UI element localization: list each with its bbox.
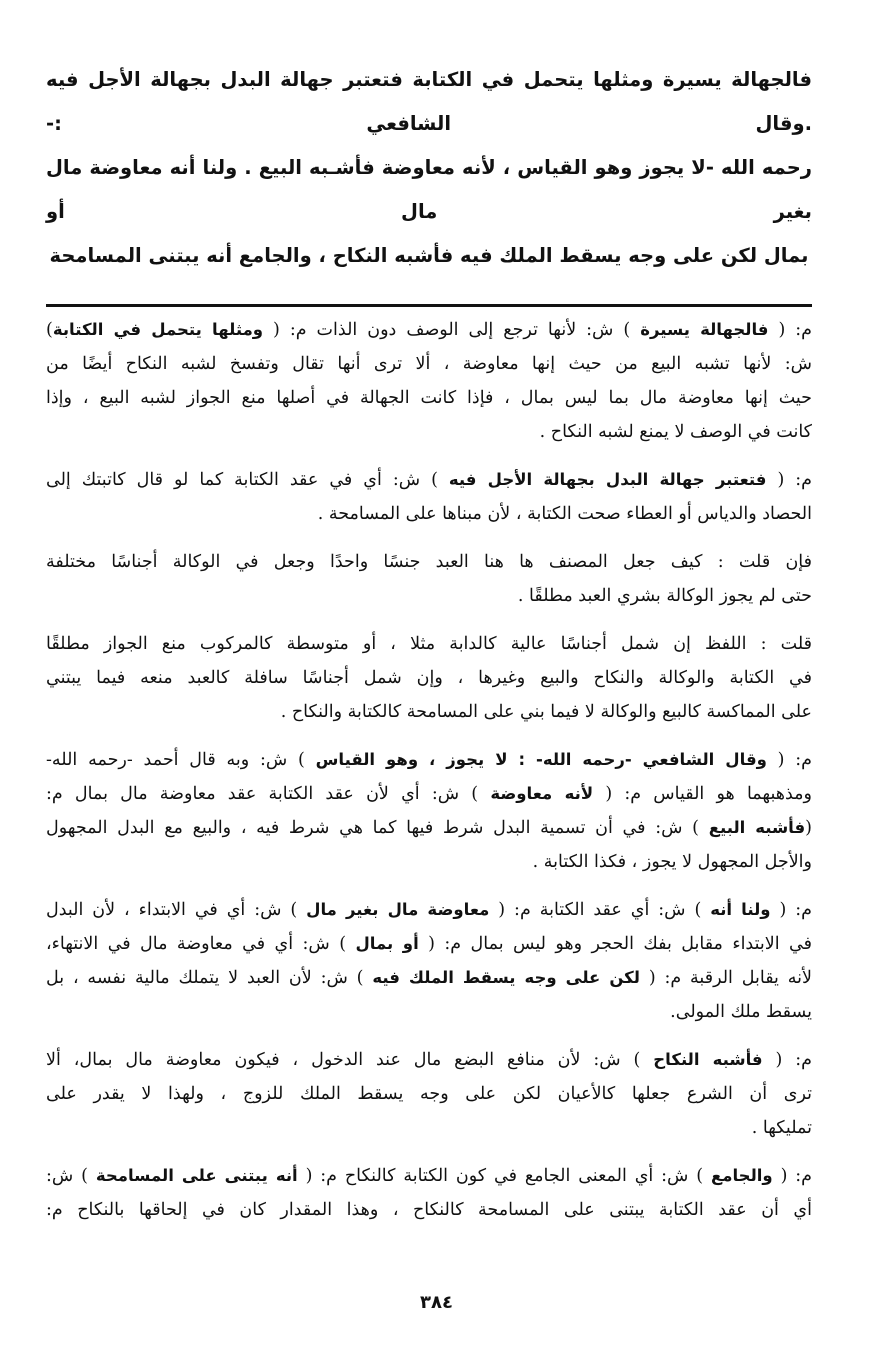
- text-line: ش: لأنها تشبه البيع من حيث إنها معاوضة ، ألا ترى أنها تقال وتفسخ لشبه النكاح أيضًا من: [46, 354, 812, 374]
- text-line: [46, 463, 812, 497]
- text-line: حيث إنها معاوضة مال بما ليس بمال ، فإذا كانت الجهالة في أصلها منع الجواز لشبه البيع ، وإذا: [46, 388, 812, 408]
- text-run: ومذهبهما هو القياس م: (: [593, 784, 812, 804]
- sharh-paragraph: [46, 463, 812, 531]
- text-run: ) ش: أي المعنى الجامع في كون الكتابة كالنكاح م: (: [297, 1166, 711, 1186]
- text-line: فإن قلت : كيف جعل المصنف ها هنا العبد جنسًا واحدًا وجعل في الوكالة أجناسًا مختلفة: [46, 552, 812, 572]
- text-run: ): [46, 320, 53, 340]
- text-run: لأنه يقابل الرقبة م: (: [639, 968, 812, 988]
- text-line: [46, 927, 812, 961]
- text-run: ) ش:: [46, 1166, 96, 1186]
- quoted-matn: ولنا أنه: [710, 900, 771, 919]
- sharh-paragraph: [46, 545, 812, 613]
- text-line: كانت في الوصف لا يمنع لشبه النكاح .: [539, 422, 812, 442]
- text-line: [46, 893, 812, 927]
- text-run: م: (: [768, 320, 813, 340]
- text-line: ترى أن الشرع جعلها كالأعيان لكن على وجه يسقط الملك للزوج ، ولهذا لا يقدر على: [46, 1084, 812, 1104]
- text-run: ) ش: أي في الابتداء ، لأن البدل: [46, 900, 307, 920]
- text-line: [46, 1043, 812, 1077]
- quoted-matn: أنه يبتنى على المسامحة: [95, 1166, 298, 1185]
- quoted-matn: فتعتبر جهالة البدل بجهالة الأجل فيه: [448, 470, 767, 489]
- text-run: م: (: [770, 900, 812, 920]
- quoted-matn: معاوضة مال بغير مال: [306, 900, 490, 919]
- sharh-paragraph: [46, 627, 812, 729]
- sharh-paragraph: [46, 893, 812, 1029]
- text-line: والأجل المجهول لا يجوز ، فكذا الكتابة .: [532, 852, 812, 872]
- text-run: ) ش: لأن منافع البضع مال عند الدخول ، فيكون معاوضة مال بمال، ألا: [46, 1050, 654, 1070]
- sharh-paragraph: [46, 313, 812, 449]
- separator-rule: [46, 304, 812, 307]
- text-run: (: [805, 818, 812, 838]
- text-run: م: (: [762, 1050, 812, 1070]
- text-run: م: (: [772, 1166, 812, 1186]
- text-line: حتى لم يجوز الوكالة بشري العبد مطلقًا .: [517, 586, 812, 606]
- matn-line: فالجهالة يسيرة ومثلها يتحمل في الكتابة فتعتبر جهالة البدل بجهالة الأجل فيه .وقال الشافعي :-: [46, 68, 812, 135]
- text-line: في الكتابة والوكالة والنكاح والبيع وغيرها ، وإن شمل أجناسًا سافلة كالعبد منعه فيما يبتني: [46, 668, 812, 688]
- text-line: [46, 313, 812, 347]
- text-run: ) ش: في أن تسمية البدل شرط فيها كما هي شرط فيه ، والبيع مع البدل المجهول: [46, 818, 709, 838]
- text-run: م: (: [766, 470, 812, 490]
- page-body: [46, 58, 812, 1241]
- quoted-matn: فأشبه النكاح: [653, 1050, 763, 1069]
- text-run: ) ش: لأنها ترجع إلى الوصف دون الذات م: (: [263, 320, 641, 340]
- matn-line: بمال لكن على وجه يسقط الملك فيه فأشبه النكاح ، والجامع أنه يبتنى المسامحة: [49, 244, 809, 267]
- text-line: [46, 743, 812, 777]
- text-line: قلت : اللفظ إن شمل أجناسًا عالية كالدابة مثلا ، أو متوسطة كالمركوب منع الجواز مطلقًا: [46, 634, 812, 654]
- matn-line: رحمه الله -لا يجوز وهو القياس ، لأنه معاوضة فأشـبه البيع . ولنا أنه معاوضة مال بغير مال أو: [46, 156, 812, 223]
- text-run: م: (: [766, 750, 813, 770]
- quoted-matn: لأنه معاوضة: [490, 784, 594, 803]
- text-run: ) ش: أي في عقد الكتابة كما لو قال كاتبتك إلى: [46, 470, 449, 490]
- quoted-matn: لكن على وجه يسقط الملك فيه: [372, 968, 640, 987]
- quoted-matn: أو بمال: [355, 934, 419, 953]
- text-line: تمليكها .: [751, 1118, 812, 1138]
- quoted-matn: فأشبه البيع: [708, 818, 806, 837]
- quoted-matn: وقال الشافعي -رحمه الله- : لا يجوز ، وهو القياس: [315, 750, 767, 769]
- text-line: أي أن عقد الكتابة يبتنى على المسامحة كالنكاح ، وهذا المقدار كان في إلحاقها بالنكاح م:: [46, 1200, 812, 1220]
- sharh-paragraph: [46, 1159, 812, 1227]
- sharh-paragraph: [46, 743, 812, 879]
- text-run: ) ش: أي عقد الكتابة م: (: [489, 900, 711, 920]
- text-run: ) ش: وبه قال أحمد -رحمه الله-: [46, 750, 316, 770]
- quoted-matn: فالجهالة يسيرة: [640, 320, 769, 339]
- page-number: ٣٨٤: [420, 1292, 453, 1313]
- text-run: ) ش: لأن العبد لا يتملك مالية نفسه ، بل: [46, 968, 373, 988]
- text-run: في الابتداء مقابل بفك الحجر وهو ليس بمال م: (: [418, 934, 812, 954]
- text-line: يسقط ملك المولى.: [670, 1002, 812, 1022]
- sharh-paragraph: [46, 1043, 812, 1145]
- text-line: [46, 811, 812, 845]
- sharh-commentary: [46, 313, 812, 1227]
- quoted-matn: والجامع: [711, 1166, 773, 1185]
- text-line: على المماكسة كالبيع والوكالة لا فيما بني على المسامحة كالكتابة والنكاح .: [280, 702, 812, 722]
- text-run: ) ش: أي في معاوضة مال في الانتهاء،: [46, 934, 356, 954]
- quoted-matn: ومثلها يتحمل في الكتابة: [52, 320, 264, 339]
- text-line: الحصاد والدياس أو العطاء صحت الكتابة ، لأن مبناها على المسامحة .: [317, 504, 812, 524]
- text-line: [46, 777, 812, 811]
- text-run: ) ش: أي لأن عقد الكتابة عقد معاوضة مال بمال م:: [46, 784, 491, 804]
- text-line: [46, 961, 812, 995]
- matn-text: [46, 58, 812, 278]
- text-line: [46, 1159, 812, 1193]
